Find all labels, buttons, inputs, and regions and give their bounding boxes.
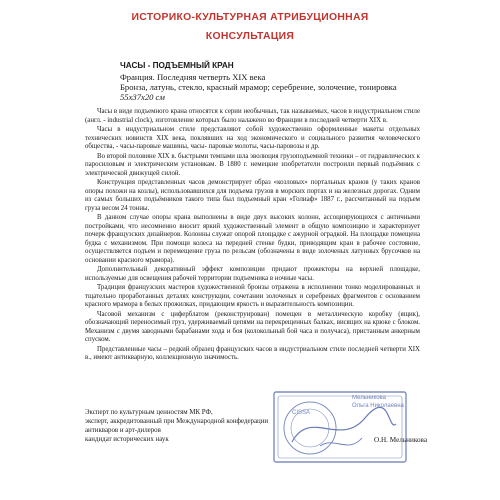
- stamp-org: CISSA: [292, 410, 311, 416]
- body-paragraph: Дополнительный декоративный эффект композиции придают прожекторы на верхней площадке, используемые для освещения рабочей территории подъемника в ночные часы.: [85, 266, 420, 282]
- body-paragraph: Часы в виде подъемного крана относятся к серии необычных, так называемых, часов в индустриальном стиле (англ. - industrial clock), изготовление которых было налажено во Франции в последней четверти XIX в.: [85, 108, 420, 124]
- expert-credential-line2: эксперт, аккредитованный при Международной конфедерации: [85, 418, 269, 425]
- expert-name: О.Н. Мельникова: [374, 436, 428, 444]
- body-paragraph: Часовой механизм с циферблатом (реконструирован) помещен в металлическую коробку (ящик), обозначающий переносимый груз, удерживаемый цепями на перекрещенных балках, висящих на крюке с блоком. Механизм с двумя заводными барабанами хода и боя (колокольный бой часа и получаса), пристанным анкерным спуском.: [85, 310, 420, 344]
- stamp-text: [292, 395, 404, 418]
- body-paragraph: Представленные часы – редкий образец французских часов в индустриальном стиле последней четверти XIX в., имеют антикварную, коллекционную значимость.: [85, 345, 420, 362]
- object-materials: Бронза, латунь, стекло, красный мрамор; серебрение, золочение, тонировка: [120, 82, 397, 92]
- body-paragraph: Конструкция представленных часов демонстрирует образ «козловых» портальных кранов (у таких кранов опоры похожи на козлы), использовавшихся для подъема грузов в морских портах и на железных дорогах. Одним из самых больших подъёмников такого типа был подъемный кран «Голиаф» 1887 г., рассчитанный на подъем груза весом 24 тонны.: [85, 179, 420, 212]
- object-dimensions: 55х37х20 см: [120, 92, 165, 102]
- object-origin: Франция. Последняя четверть XIX века: [120, 72, 266, 82]
- object-name: ЧАСЫ - ПОДЪЕМНЫЙ КРАН: [120, 61, 234, 70]
- body-paragraph: Во второй половине XIX в. быстрыми темпами шла эволюция грузоподъемной техники – от гидравлических к паросиловым и электрическим установкам. В 1880 г. немецкие изобретатели построили первый подъёмник с электрической движущей силой.: [85, 152, 420, 177]
- stamp-surname: Мельникова: [352, 395, 386, 401]
- expert-credential-line1: Эксперт по культурным ценностям МК РФ,: [85, 409, 213, 416]
- expert-credential-line3: антикваров и арт-дилеров: [85, 427, 161, 434]
- document-title-line2: КОНСУЛЬТАЦИЯ: [205, 31, 295, 42]
- consultation-body: [85, 108, 420, 364]
- body-paragraph: Традиция французских мастеров художественной бронзы отражена в исполнении тонко моделированных и тщательно проработанных деталях конструкции, сочетании золоченых и серебреных фрагментов с основанием красного мрамора в белых прожилках, придающим яркость и выразительность композиции.: [85, 284, 420, 309]
- body-paragraph: В данном случае опоры крана выполнены в виде двух высоких колонн, ассоциирующихся с античными постройками, что несомненно вносит яркий художественный элемент в общую композицию и характеризует почерк французских дизайнеров. Колонны служат опорой площадке с ажурной оградкой. На площадке помещена будка с механизмом. При помощи колеса на передней стенке будки, приводящим кран в рабочее состояние, осуществляется подъем и перемещение груза по рельсам (обозначены в виде золоченых латунных брусочков на основании красного мрамора).: [85, 214, 420, 264]
- stamp-given-name: Ольга Николаевна: [352, 402, 404, 409]
- body-paragraph: Часы в индустриальном стиле представляют собой художественно оформленные макеты отдельных технических новинств XIX века, поклявших на ход экономического и социального развития человеческого общества, - часы-паровые машины, часы- паровые молоты, часы-паровозы и др.: [85, 125, 420, 151]
- document-title-line1: ИСТОРИКО-КУЛЬТУРНАЯ АТРИБУЦИОННАЯ: [131, 12, 369, 23]
- expert-credential-line4: кандидат исторических наук: [85, 436, 169, 443]
